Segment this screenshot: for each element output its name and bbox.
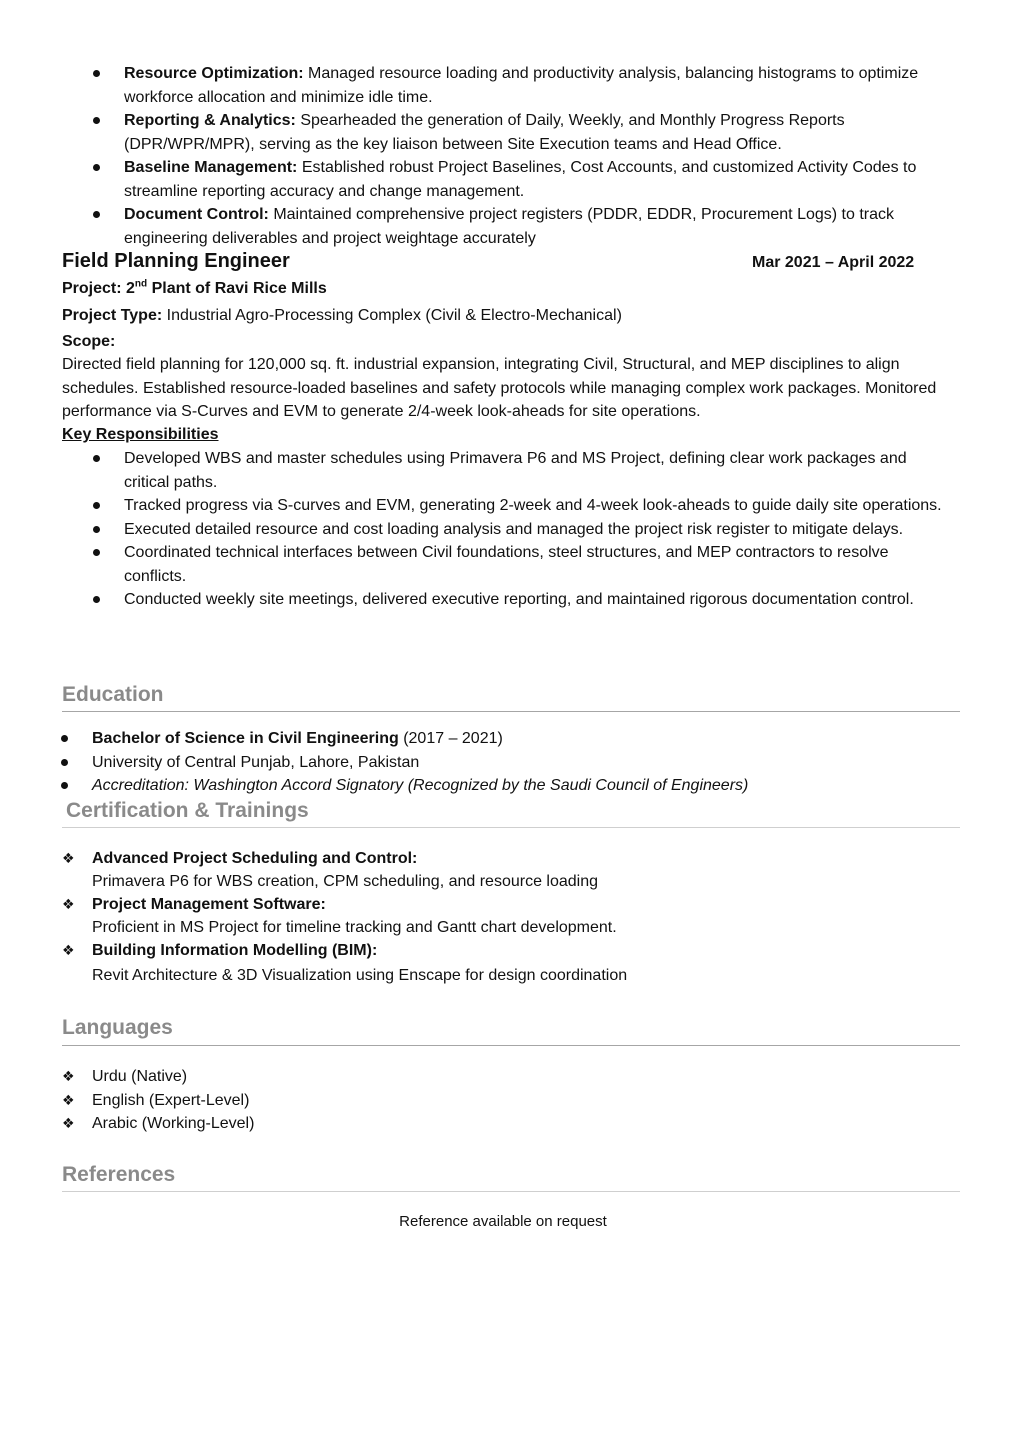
scope-label: Scope:: [62, 333, 116, 350]
degree-years: (2017 – 2021): [398, 730, 503, 747]
certification-desc: Primavera P6 for WBS creation, CPM scheduling, and resource loading: [92, 873, 599, 890]
diamond-bullet-icon: ❖: [62, 1115, 75, 1131]
certification-title: Building Information Modelling (BIM):: [92, 942, 378, 959]
bullet-icon: [93, 596, 100, 603]
accreditation: Accreditation: Washington Accord Signatory (Recognized by the Saudi Council of Engineers): [92, 777, 749, 794]
bullet-icon: [93, 211, 100, 218]
language: Urdu (Native): [92, 1068, 188, 1085]
responsibility-text: Conducted weekly site meetings, delivered executive reporting, and maintained rigorous documentation control.: [124, 591, 914, 608]
list-item: [62, 1112, 952, 1136]
certification-title: Advanced Project Scheduling and Control:: [92, 850, 418, 867]
bullet-title: Document Control:: [124, 206, 269, 223]
bullet-icon: [61, 759, 68, 766]
bullet-title: Resource Optimization:: [124, 65, 304, 82]
list-item: [124, 494, 944, 518]
list-item: [124, 156, 944, 203]
bullet-text: Established robust Project Baselines, Cost Accounts, and customized Activity Codes to streamline reporting accuracy and change management.: [124, 159, 917, 200]
certifications-list: [62, 847, 952, 987]
bullet-icon: [61, 782, 68, 789]
degree: Bachelor of Science in Civil Engineering: [92, 730, 399, 747]
list-item: [92, 774, 952, 798]
bullet-icon: [93, 455, 100, 462]
list-item: [62, 1065, 952, 1089]
diamond-bullet-icon: ❖: [62, 1068, 75, 1084]
bullet-icon: [93, 549, 100, 556]
certification-desc: Revit Architecture & 3D Visualization using Enscape for design coordination: [92, 967, 628, 984]
list-item: [92, 727, 952, 751]
bullet-icon: [93, 526, 100, 533]
bullet-icon: [93, 70, 100, 77]
certification-desc: Proficient in MS Project for timeline tracking and Gantt chart development.: [92, 919, 617, 936]
responsibility-text: Tracked progress via S-curves and EVM, generating 2-week and 4-week look-aheads to guide daily site operations.: [124, 497, 942, 514]
diamond-bullet-icon: ❖: [62, 1091, 75, 1108]
diamond-bullet-icon: ❖: [62, 942, 75, 958]
list-item: [62, 939, 952, 987]
job-title: Field Planning Engineer: [62, 250, 290, 272]
university: University of Central Punjab, Lahore, Pakistan: [92, 753, 420, 771]
responsibility-text: Developed WBS and master schedules using Primavera P6 and MS Project, defining clear work packages and critical paths.: [124, 450, 907, 491]
bullet-icon: [93, 117, 100, 124]
list-item: [124, 588, 944, 612]
language: Arabic (Working-Level): [92, 1115, 255, 1132]
list-item: [124, 203, 944, 250]
list-item: [92, 751, 952, 775]
languages-divider: [62, 1045, 960, 1046]
responsibility-text: Coordinated technical interfaces between Civil foundations, steel structures, and MEP contractors to resolve conflicts.: [124, 544, 889, 585]
project-name-rest: Plant of Ravi Rice Mills: [147, 280, 327, 297]
project-superscript: nd: [134, 278, 148, 290]
scope-text: Directed field planning for 120,000 sq. ft. industrial expansion, integrating Civil, Structural, and MEP disciplines to align schedules. Established resource-loaded baselines and safety protocols while managing complex work packages. Monitored performance via S-Curves and EVM to generate 2/4-week look-aheads for site operations.: [62, 356, 937, 420]
list-item: [62, 893, 952, 939]
project-type: [62, 304, 622, 327]
languages-heading: Languages: [62, 1016, 173, 1039]
certification-title: Project Management Software:: [92, 896, 326, 913]
project-name: [62, 277, 327, 300]
languages-list: [62, 1065, 952, 1136]
certifications-divider: [62, 827, 960, 828]
bullet-title: Baseline Management:: [124, 159, 298, 176]
diamond-bullet-icon: ❖: [62, 850, 75, 866]
bullet-text: Maintained comprehensive project registers (PDDR, EDDR, Procurement Logs) to track engineering deliverables and project weightage accurately: [124, 206, 894, 247]
responsibilities-heading: Key Responsibilities: [62, 426, 219, 443]
certifications-heading: Certification & Trainings: [66, 799, 309, 822]
responsibilities-list: [124, 447, 944, 612]
list-item: [124, 541, 944, 588]
list-item: [124, 62, 944, 109]
bullet-icon: [61, 735, 68, 742]
language: English (Expert-Level): [92, 1091, 250, 1109]
previous-job-bullets: [124, 62, 944, 250]
bullet-icon: [93, 502, 100, 509]
job-date: Mar 2021 – April 2022: [752, 254, 915, 271]
references-heading: References: [62, 1163, 176, 1186]
project-label: Project: 2: [62, 280, 135, 297]
responsibility-text: Executed detailed resource and cost loading analysis and managed the project risk register to mitigate delays.: [124, 520, 904, 538]
bullet-text: Spearheaded the generation of Daily, Weekly, and Monthly Progress Reports (DPR/WPR/MPR), serving as the key liaison between Site Execution teams and Head Office.: [124, 112, 845, 153]
project-type-label: Project Type:: [62, 307, 163, 324]
project-type-value: Industrial Agro-Processing Complex (Civil & Electro-Mechanical): [162, 307, 622, 324]
education-heading: Education: [62, 683, 164, 706]
education-divider: [62, 711, 960, 712]
list-item: [124, 518, 944, 542]
list-item: [62, 1089, 952, 1113]
education-list: [92, 727, 952, 798]
references-divider: [62, 1191, 960, 1192]
list-item: [124, 109, 944, 156]
bullet-icon: [93, 164, 100, 171]
diamond-bullet-icon: ❖: [62, 896, 75, 912]
bullet-title: Reporting & Analytics:: [124, 112, 296, 129]
list-item: [124, 447, 944, 494]
reference-note: Reference available on request: [399, 1213, 607, 1230]
bullet-text: Managed resource loading and productivity analysis, balancing histograms to optimize workforce allocation and minimize idle time.: [124, 65, 919, 106]
list-item: [62, 847, 952, 893]
